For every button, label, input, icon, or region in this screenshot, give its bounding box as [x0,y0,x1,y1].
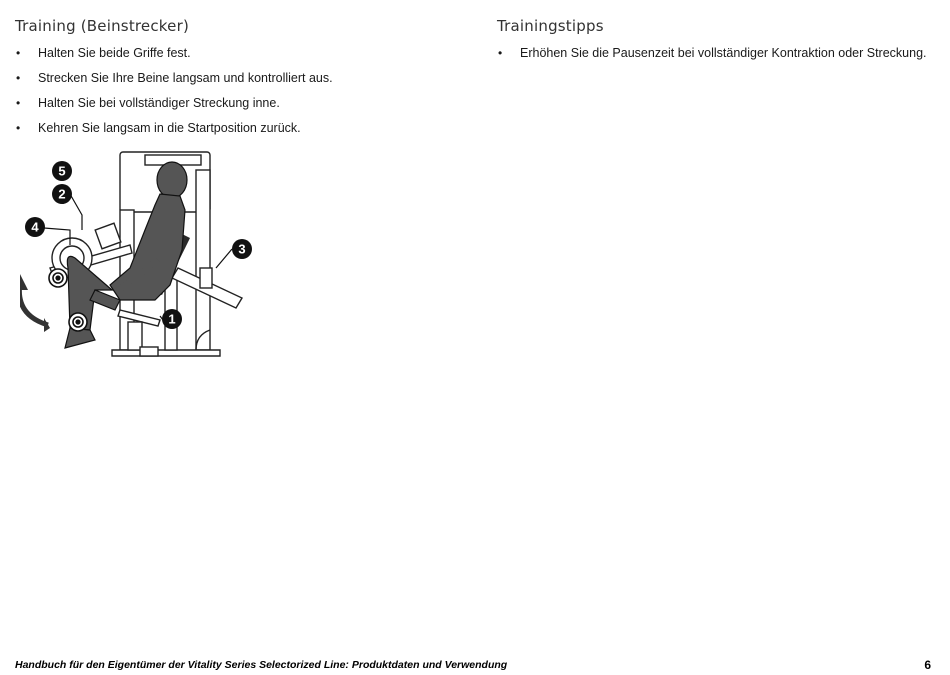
bullet-icon: • [16,121,21,135]
bullet-icon: • [16,46,21,60]
callout-2 [52,184,72,204]
callout-label: 2 [58,186,66,202]
list-item [15,71,333,86]
list-item-text: Erhöhen Sie die Pausenzeit bei vollständiger Kontraktion oder Streckung. [520,46,927,60]
bullet-icon: • [16,96,21,110]
list-item-text: Halten Sie beide Griffe fest. [38,46,191,60]
callout-4 [25,217,45,237]
footer-manual-title: Handbuch für den Eigentümer der Vitality Series Selectorized Line: Produktdaten und Verwendung [15,659,508,671]
bullet-icon: • [498,46,503,60]
list-item [497,46,927,61]
exercise-steps-list [15,46,333,146]
list-item-text: Strecken Sie Ihre Beine langsam und kontrolliert aus. [38,71,333,85]
callout-label: 4 [31,219,39,235]
list-item [15,96,333,111]
callout-1 [162,309,182,329]
right-section-title: Trainingstipps [497,17,604,35]
callout-label: 3 [238,241,246,257]
list-item [15,121,333,136]
callout-5 [52,161,72,181]
callout-label: 5 [58,163,66,179]
left-section-title: Training (Beinstrecker) [15,17,190,35]
leg-extension-illustration [20,150,260,365]
training-tips-list [497,46,927,71]
callout-3 [232,239,252,259]
list-item-text: Kehren Sie langsam in die Startposition zurück. [38,121,301,135]
list-item [15,46,333,61]
page-number: 6 [924,658,931,672]
bullet-icon: • [16,71,21,85]
list-item-text: Halten Sie bei vollständiger Streckung inne. [38,96,280,110]
callout-label: 1 [168,311,176,327]
